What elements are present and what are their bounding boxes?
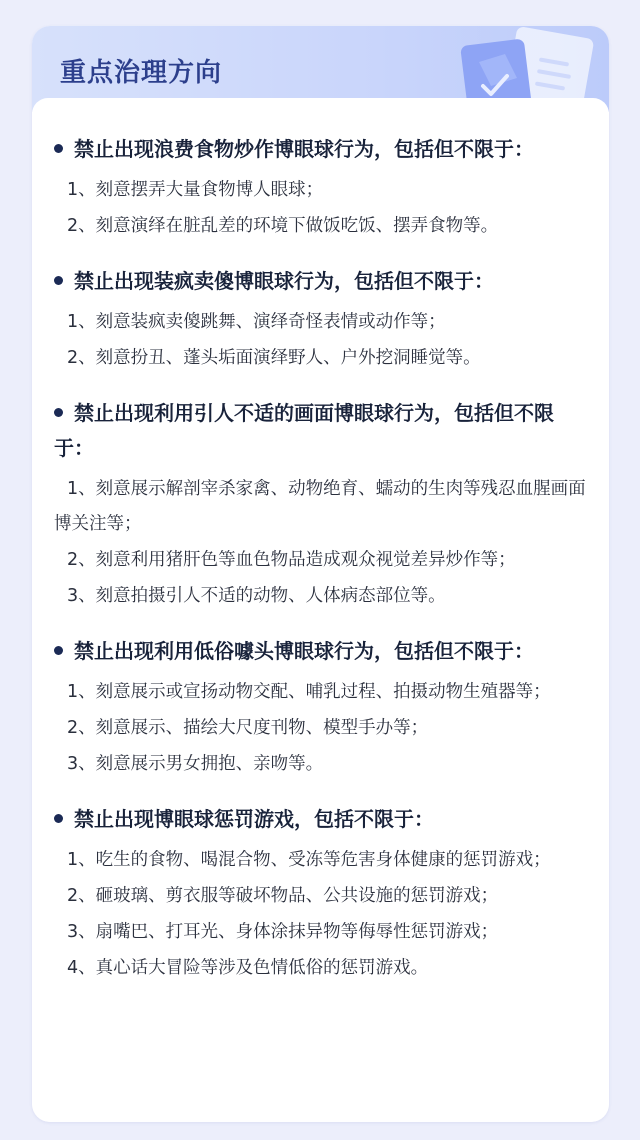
section-title: 禁止出现浪费食物炒作博眼球行为，包括但不限于：: [54, 132, 589, 167]
list-item: 1、刻意展示解剖宰杀家禽、动物绝育、蠕动的生肉等残忍血腥画面博关注等；: [54, 479, 586, 534]
bullet-dot-icon: [54, 144, 63, 153]
section-5: [54, 802, 589, 986]
list-item: 1、刻意装疯卖傻跳舞、演绎奇怪表情或动作等；: [67, 312, 446, 332]
section-3: [54, 396, 589, 614]
list-item: 2、刻意演绎在脏乱差的环境下做饭吃饭、摆弄食物等。: [67, 216, 499, 236]
section-4: [54, 634, 589, 782]
bullet-dot-icon: [54, 814, 63, 823]
section-2: [54, 264, 589, 376]
list-item: 2、砸玻璃、剪衣服等破坏物品、公共设施的惩罚游戏；: [67, 886, 499, 906]
list-item: 2、刻意利用猪肝色等血色物品造成观众视觉差异炒作等；: [67, 550, 516, 570]
list-item: 1、刻意展示或宣扬动物交配、哺乳过程、拍摄动物生殖器等；: [67, 682, 551, 702]
list-item: 3、扇嘴巴、打耳光、身体涂抹异物等侮辱性惩罚游戏；: [67, 922, 499, 942]
bullet-dot-icon: [54, 408, 63, 417]
list-item: 3、刻意展示男女拥抱、亲吻等。: [67, 754, 324, 774]
list-item: 1、刻意摆弄大量食物博人眼球；: [67, 180, 324, 200]
content-panel: [32, 98, 609, 1122]
section-title: 禁止出现利用低俗噱头博眼球行为，包括但不限于：: [54, 634, 589, 669]
policy-card: [32, 26, 609, 1122]
section-1: [54, 132, 589, 244]
bullet-dot-icon: [54, 276, 63, 285]
bullet-dot-icon: [54, 646, 63, 655]
list-item: 3、刻意拍摄引人不适的动物、人体病态部位等。: [67, 586, 446, 606]
section-title: 禁止出现利用引人不适的画面博眼球行为，包括但不限于：: [54, 401, 554, 460]
list-item: 2、刻意扮丑、蓬头垢面演绎野人、户外挖洞睡觉等。: [67, 348, 481, 368]
list-item: 4、真心话大冒险等涉及色情低俗的惩罚游戏。: [67, 958, 429, 978]
section-title: 禁止出现博眼球惩罚游戏，包括不限于：: [54, 802, 589, 837]
section-title: 禁止出现装疯卖傻博眼球行为，包括但不限于：: [54, 264, 589, 299]
list-item: 2、刻意展示、描绘大尺度刊物、模型手办等；: [67, 718, 429, 738]
list-item: 1、吃生的食物、喝混合物、受冻等危害身体健康的惩罚游戏；: [67, 850, 551, 870]
page-title: 重点治理方向: [60, 58, 223, 88]
